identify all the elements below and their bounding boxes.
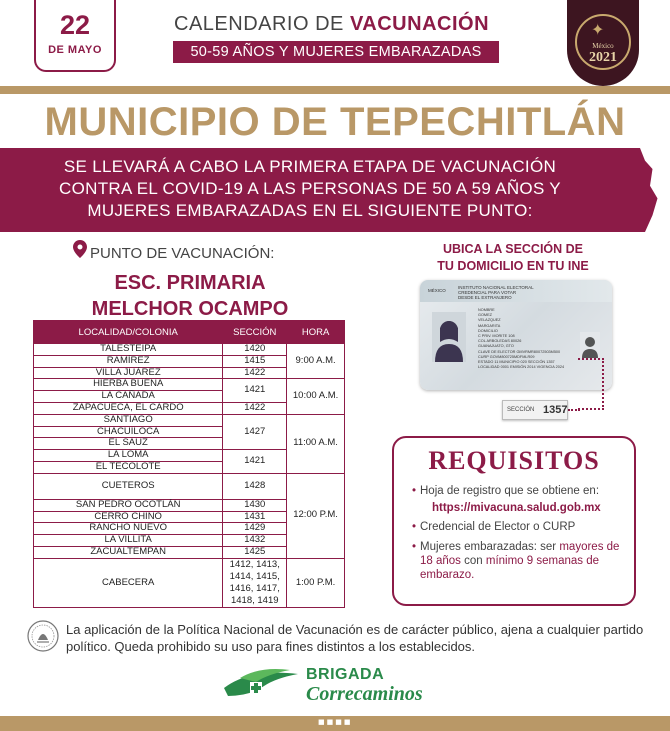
disclaimer: La aplicación de la Política Nacional de Vacunación es de carácter público, ajena a cualquier partido político. Queda prohibido su uso para fines distintos a los establecidos.	[66, 622, 644, 654]
card-line: GOMEZ	[478, 313, 492, 318]
card-line: COL ARBOLEDAS 80026	[478, 339, 522, 344]
logo-country: México	[592, 42, 614, 50]
section-cell: 1430	[223, 499, 287, 511]
mexico-2021-logo	[567, 0, 639, 86]
announcement-line: MUJERES EMBARAZADAS EN EL SIGUIENTE PUNTO:	[87, 201, 533, 220]
section-cell: 1421	[223, 379, 287, 403]
section-line: 1418, 1419	[230, 594, 279, 606]
locality-cell: RAMÍREZ	[34, 355, 223, 367]
section-number: 1357	[543, 404, 568, 416]
column-header: HORA	[287, 321, 345, 344]
card-country: MÉXICO	[428, 288, 446, 293]
header	[0, 0, 670, 86]
requirement-highlight: mínimo 9 semanas de embarazo.	[420, 555, 600, 581]
locality-cell: CHACUILOCA	[34, 426, 223, 438]
instagram-icon: ■	[335, 718, 344, 726]
social-icons	[318, 718, 353, 726]
column-header: LOCALIDAD/COLONIA	[34, 321, 223, 344]
mini-photo-icon	[580, 332, 600, 358]
youtube-icon: ■	[343, 718, 353, 726]
section-cell: 1425	[223, 546, 287, 558]
brigada-roadrunner-icon	[220, 664, 300, 704]
card-line: DOMICILIO	[478, 328, 498, 333]
calendar-subtitle: 50-59 AÑOS Y MUJERES EMBARAZADAS	[173, 41, 499, 63]
locality-cell: LA VILLITA	[34, 535, 223, 547]
person-photo-icon	[432, 312, 466, 362]
section-cell: 1422	[223, 367, 287, 379]
calendar-title-prefix: CALENDARIO DE	[174, 13, 350, 35]
logo-year: 2021	[589, 50, 617, 65]
time-cell: 9:00 A.M.	[287, 344, 345, 379]
site-name-line2: MELCHOR OCAMPO	[91, 298, 289, 320]
date-day: 22	[59, 10, 91, 40]
brigada-title: BRIGADA	[306, 666, 385, 683]
calendar-title	[174, 13, 489, 36]
table-row	[34, 473, 345, 499]
location-pin-icon	[73, 240, 87, 258]
pointer-line	[568, 409, 580, 411]
calendar-title-emphasis: VACUNACIÓN	[349, 13, 490, 35]
locality-cell: LA LOMA	[34, 450, 223, 462]
national-seal-icon	[27, 620, 59, 652]
site-name-line1: ESC. PRIMARIA	[114, 272, 266, 294]
card-header-line: INSTITUTO NACIONAL ELECTORAL	[458, 285, 534, 290]
date-month: DE MAYO	[48, 44, 102, 56]
table-row	[34, 414, 345, 426]
section-cell: 1421	[223, 450, 287, 474]
section-line: 1416, 1417,	[229, 582, 280, 594]
date-badge	[34, 0, 116, 72]
locality-cell: LA CAÑADA	[34, 391, 223, 403]
section-cell: 1422	[223, 402, 287, 414]
locality-cell: CERRO CHINO	[34, 511, 223, 523]
table-header-row	[34, 321, 345, 344]
requirement-item	[412, 540, 628, 582]
section-cell: 1415	[223, 355, 287, 367]
header-divider	[0, 86, 670, 94]
ine-title-line2: TU DOMICILIO EN TU INE	[437, 259, 589, 273]
section-cell: 1432	[223, 535, 287, 547]
locality-cell: RANCHO NUEVO	[34, 523, 223, 535]
requirement-item	[412, 484, 628, 515]
locality-cell: TALESTEIPA	[34, 344, 223, 356]
requirements-title: REQUISITOS	[428, 446, 600, 475]
card-line: GUANAJUATO, GTO	[478, 344, 514, 349]
facebook-icon: ■	[318, 718, 327, 726]
requirement-text: Credencial de Elector o CURP	[420, 521, 576, 533]
card-line: CLAVE DE ELECTOR GMVRMR80072503M500	[478, 349, 561, 354]
table-row	[34, 379, 345, 391]
requirement-highlight: mayores de 18 años	[420, 541, 620, 567]
section-line: 1412, 1413,	[229, 558, 280, 570]
card-details	[478, 308, 578, 370]
eagle-icon: ✦	[591, 20, 605, 39]
vaccination-site	[40, 270, 340, 322]
pointer-line	[578, 358, 604, 410]
locality-cell: EL TECOLOTE	[34, 461, 223, 473]
twitter-icon: ■	[326, 718, 336, 726]
card-header-line: DESDE EL EXTRANJERO	[458, 295, 512, 300]
brigada-subtitle: Correcaminos	[306, 683, 423, 705]
requirement-text: Hoja de registro que se obtiene en:	[420, 485, 600, 497]
locality-cell: EL SAUZ	[34, 438, 223, 450]
announcement-line: CONTRA EL COVID-19 A LAS PERSONAS DE 50 A 59 AÑOS Y	[59, 179, 561, 198]
time-cell: 10:00 A.M.	[287, 379, 345, 414]
card-line: NOMBRE	[478, 308, 495, 312]
section-cell: 1428	[223, 473, 287, 499]
time-cell: 12:00 P.M.	[287, 473, 345, 558]
section-highlight	[502, 400, 568, 420]
locality-cell: SANTIAGO	[34, 414, 223, 426]
announcement-line: SE LLEVARÁ A CABO LA PRIMERA ETAPA DE VACUNACIÓN	[63, 157, 557, 176]
locality-cell: HIERBA BUENA	[34, 379, 223, 391]
locality-cell: CABECERA	[34, 558, 223, 607]
locality-cell: CUETEROS	[34, 473, 223, 499]
section-line: 1414, 1415,	[229, 570, 280, 582]
announcement-text	[0, 156, 620, 222]
card-header-line: CREDENCIAL PARA VOTAR	[458, 290, 517, 295]
time-cell: 1:00 P.M.	[287, 558, 345, 607]
locality-cell: ZACUALTEMPAN	[34, 546, 223, 558]
locality-cell: SAN PEDRO OCOTLÁN	[34, 499, 223, 511]
card-line: LOCALIDAD 0001 EMISIÓN 2014 VIGENCIA 2024	[478, 365, 565, 370]
locality-cell: ZAPACUECA, EL CARDO	[34, 402, 223, 414]
table-row	[34, 558, 345, 607]
card-header	[458, 285, 534, 300]
requirement-text: con	[460, 555, 486, 567]
registration-link[interactable]: https://mivacuna.salud.gob.mx	[432, 502, 601, 514]
section-cell: 1431	[223, 511, 287, 523]
section-cell: 1420	[223, 344, 287, 356]
punto-label: PUNTO DE VACUNACIÓN:	[90, 245, 275, 262]
locality-cell: VILLA JUÁREZ	[34, 367, 223, 379]
section-label: SECCIÓN	[507, 407, 535, 413]
ine-title-line1: UBICA LA SECCIÓN DE	[442, 242, 584, 256]
section-cell: 1429	[223, 523, 287, 535]
section-cell	[223, 558, 287, 607]
card-line: ESTADO 11 MUNICIPIO 020 SECCIÓN 1357	[478, 360, 555, 365]
municipio-title: MUNICIPIO DE TEPECHITLÁN	[44, 100, 626, 144]
requirement-item	[412, 520, 628, 534]
requirement-text: Mujeres embarazadas: ser	[420, 541, 560, 553]
requirements-box	[392, 436, 636, 606]
card-line: MARGARITA	[478, 323, 501, 328]
card-line: C PRIV. MORITE 108	[478, 334, 515, 339]
schedule-table	[33, 320, 345, 608]
table-row	[34, 344, 345, 356]
ine-instructions	[400, 241, 626, 275]
section-cell: 1427	[223, 414, 287, 449]
column-header: SECCIÓN	[223, 321, 287, 344]
card-line: CURP GOVM800725MDFMLR09	[478, 354, 535, 359]
card-line: VELAZQUEZ	[478, 318, 501, 323]
time-cell: 11:00 A.M.	[287, 414, 345, 473]
requirements-list	[412, 484, 628, 588]
